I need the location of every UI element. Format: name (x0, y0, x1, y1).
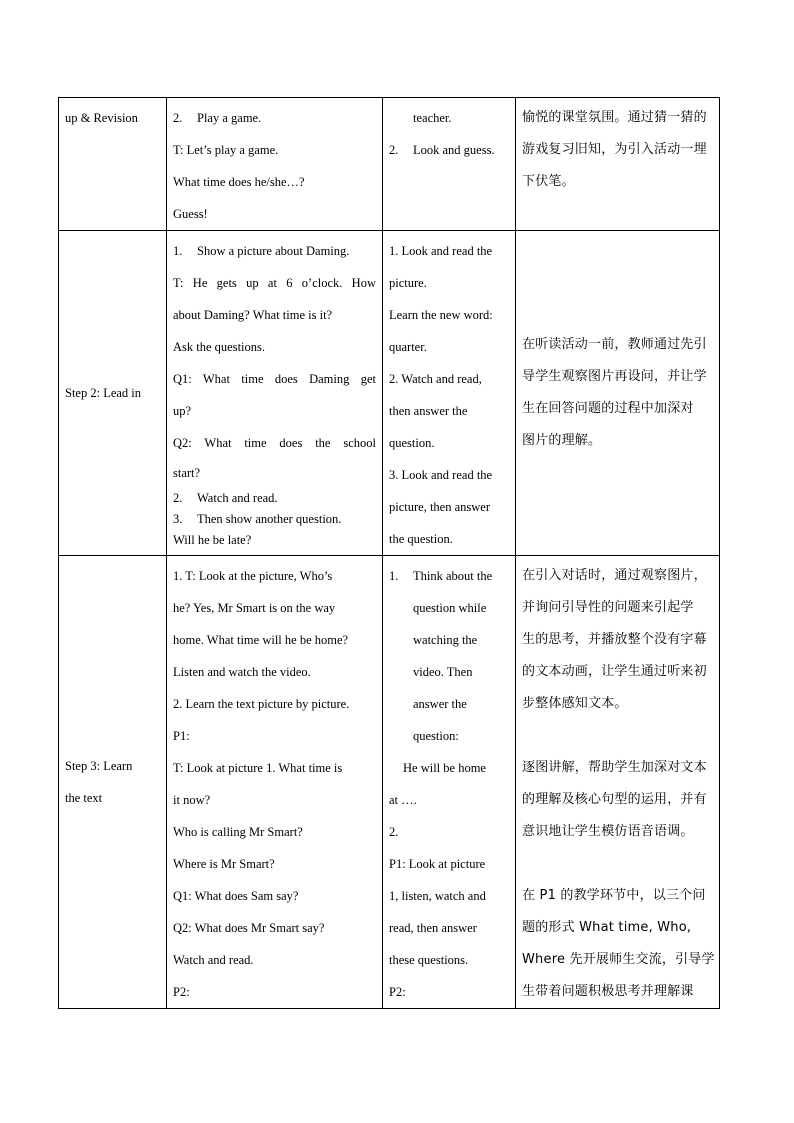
text-line: Will he be late? (173, 533, 252, 547)
text-line: Ask the questions. (173, 340, 266, 354)
purpose-cell (516, 231, 720, 556)
teacher-activity-cell (167, 231, 383, 556)
text-line: P1: Look at picture (389, 857, 486, 871)
purpose-cell (516, 556, 720, 1009)
text-line: 1. T: Look at the picture, Who’s (173, 569, 333, 583)
teacher-activity-cell (167, 556, 383, 1009)
text-line: quarter. (389, 340, 427, 354)
text-line: Guess! (173, 207, 208, 221)
stage-label: Step 3: Learn (65, 759, 133, 773)
text-line: these questions. (389, 953, 469, 967)
text-line: start? (173, 466, 201, 480)
text-line: Watch and read. (173, 953, 254, 967)
text-line: 2. Play a game. (173, 111, 262, 125)
teacher-activity-cell (167, 98, 383, 231)
text-line: answer the (413, 697, 467, 711)
text-line: 逐图讲解，帮助学生加深对文本 (522, 760, 707, 775)
table-row (59, 98, 720, 231)
text-line: Q1: What does Sam say? (173, 889, 299, 903)
text-line: What time does he/she…? (173, 175, 305, 189)
text-line: 生在回答问题的过程中加深对 (522, 401, 694, 416)
student-activity-cell (383, 231, 516, 556)
text-line: Where is Mr Smart? (173, 857, 275, 871)
text-line: up? (173, 404, 192, 418)
text-line: picture, then answer (389, 500, 491, 514)
text-line: 2. Look and guess. (389, 143, 495, 157)
text-line: the question. (389, 532, 453, 546)
text-line: 在听读活动一前，教师通过先引 (522, 337, 707, 352)
text-line: Listen and watch the video. (173, 665, 311, 679)
text-line: 题的形式 What time, Who, (522, 920, 692, 935)
text-line: P2: (389, 985, 406, 999)
text-line: 3. Look and read the (389, 468, 493, 482)
stage-label: Step 2: Lead in (65, 386, 142, 400)
text-line: Where 先开展师生交流，引导学 (522, 952, 715, 967)
text-line: 导学生观察图片再设问，并让学 (522, 369, 707, 384)
text-line: Q1: What time does Daming get (173, 372, 376, 386)
text-line: 3. Then show another question. (173, 512, 342, 526)
text-line: he? Yes, Mr Smart is on the way (173, 601, 336, 615)
table-row (59, 231, 720, 556)
text-line: 游戏复习旧知，为引入活动一埋 (522, 142, 707, 157)
text-line: 意识地让学生模仿语音语调。 (522, 824, 694, 839)
text-line: 生的思考，并播放整个没有字幕 (522, 632, 707, 647)
text-line: 1, listen, watch and (389, 889, 486, 903)
table-row (59, 556, 720, 1009)
lesson-plan-table (58, 97, 720, 1009)
student-activity-cell (383, 98, 516, 231)
text-line: home. What time will he be home? (173, 633, 349, 647)
stage-label: up & Revision (65, 111, 138, 125)
text-line: 并询问引导性的问题来引起学 (522, 600, 694, 615)
text-line: T: Let’s play a game. (173, 143, 279, 157)
text-line: 1. Show a picture about Daming. (173, 244, 350, 258)
text-line: then answer the (389, 404, 468, 418)
text-line: 生带着问题积极思考并理解课 (522, 984, 694, 999)
text-line: about Daming? What time is it? (173, 308, 333, 322)
stage-cell (59, 556, 167, 1009)
text-line: 2. Learn the text picture by picture. (173, 697, 350, 711)
text-line: 的理解及核心句型的运用，并有 (522, 792, 707, 807)
text-line: watching the (413, 633, 478, 647)
text-line: 的文本动画，让学生通过听来初 (522, 664, 707, 679)
text-line: Learn the new word: (389, 308, 493, 322)
stage-label: the text (65, 791, 103, 805)
text-line: P1: (173, 729, 190, 743)
stage-cell (59, 98, 167, 231)
spacer (522, 720, 713, 752)
text-line: Q2: What time does the school (173, 436, 376, 450)
student-activity-cell (383, 556, 516, 1009)
text-line: at …. (389, 793, 417, 807)
text-line: read, then answer (389, 921, 477, 935)
text-line: video. Then (413, 665, 473, 679)
text-line: question. (389, 436, 435, 450)
text-line: Who is calling Mr Smart? (173, 825, 303, 839)
text-line: 步整体感知文本。 (522, 696, 628, 711)
text-line: 1. Look and read the (389, 244, 493, 258)
text-line: question while (413, 601, 487, 615)
spacer (522, 848, 713, 880)
text-line: question: (413, 729, 459, 743)
text-line: He will be home (403, 761, 486, 775)
text-line: T: Look at picture 1. What time is (173, 761, 343, 775)
text-line: 愉悦的课堂氛围。通过猜一猜的 (522, 110, 707, 125)
text-line: it now? (173, 793, 211, 807)
text-line: 在引入对话时，通过观察图片， (522, 568, 707, 583)
stage-cell (59, 231, 167, 556)
text-line: Q2: What does Mr Smart say? (173, 921, 325, 935)
text-line: 2. Watch and read. (173, 491, 278, 505)
text-line: 图片的理解。 (522, 433, 602, 448)
text-line: 1. Think about the (389, 569, 493, 583)
purpose-cell (516, 98, 720, 231)
text-line: 2. (389, 825, 399, 839)
text-line: T: He gets up at 6 o’clock. How (173, 276, 376, 290)
text-line: teacher. (413, 111, 452, 125)
text-line: P2: (173, 985, 190, 999)
text-line: picture. (389, 276, 427, 290)
text-line: 下伏笔。 (522, 174, 575, 189)
text-line: 2. Watch and read, (389, 372, 482, 386)
text-line: 在 P1 的教学环节中，以三个问 (522, 888, 706, 903)
